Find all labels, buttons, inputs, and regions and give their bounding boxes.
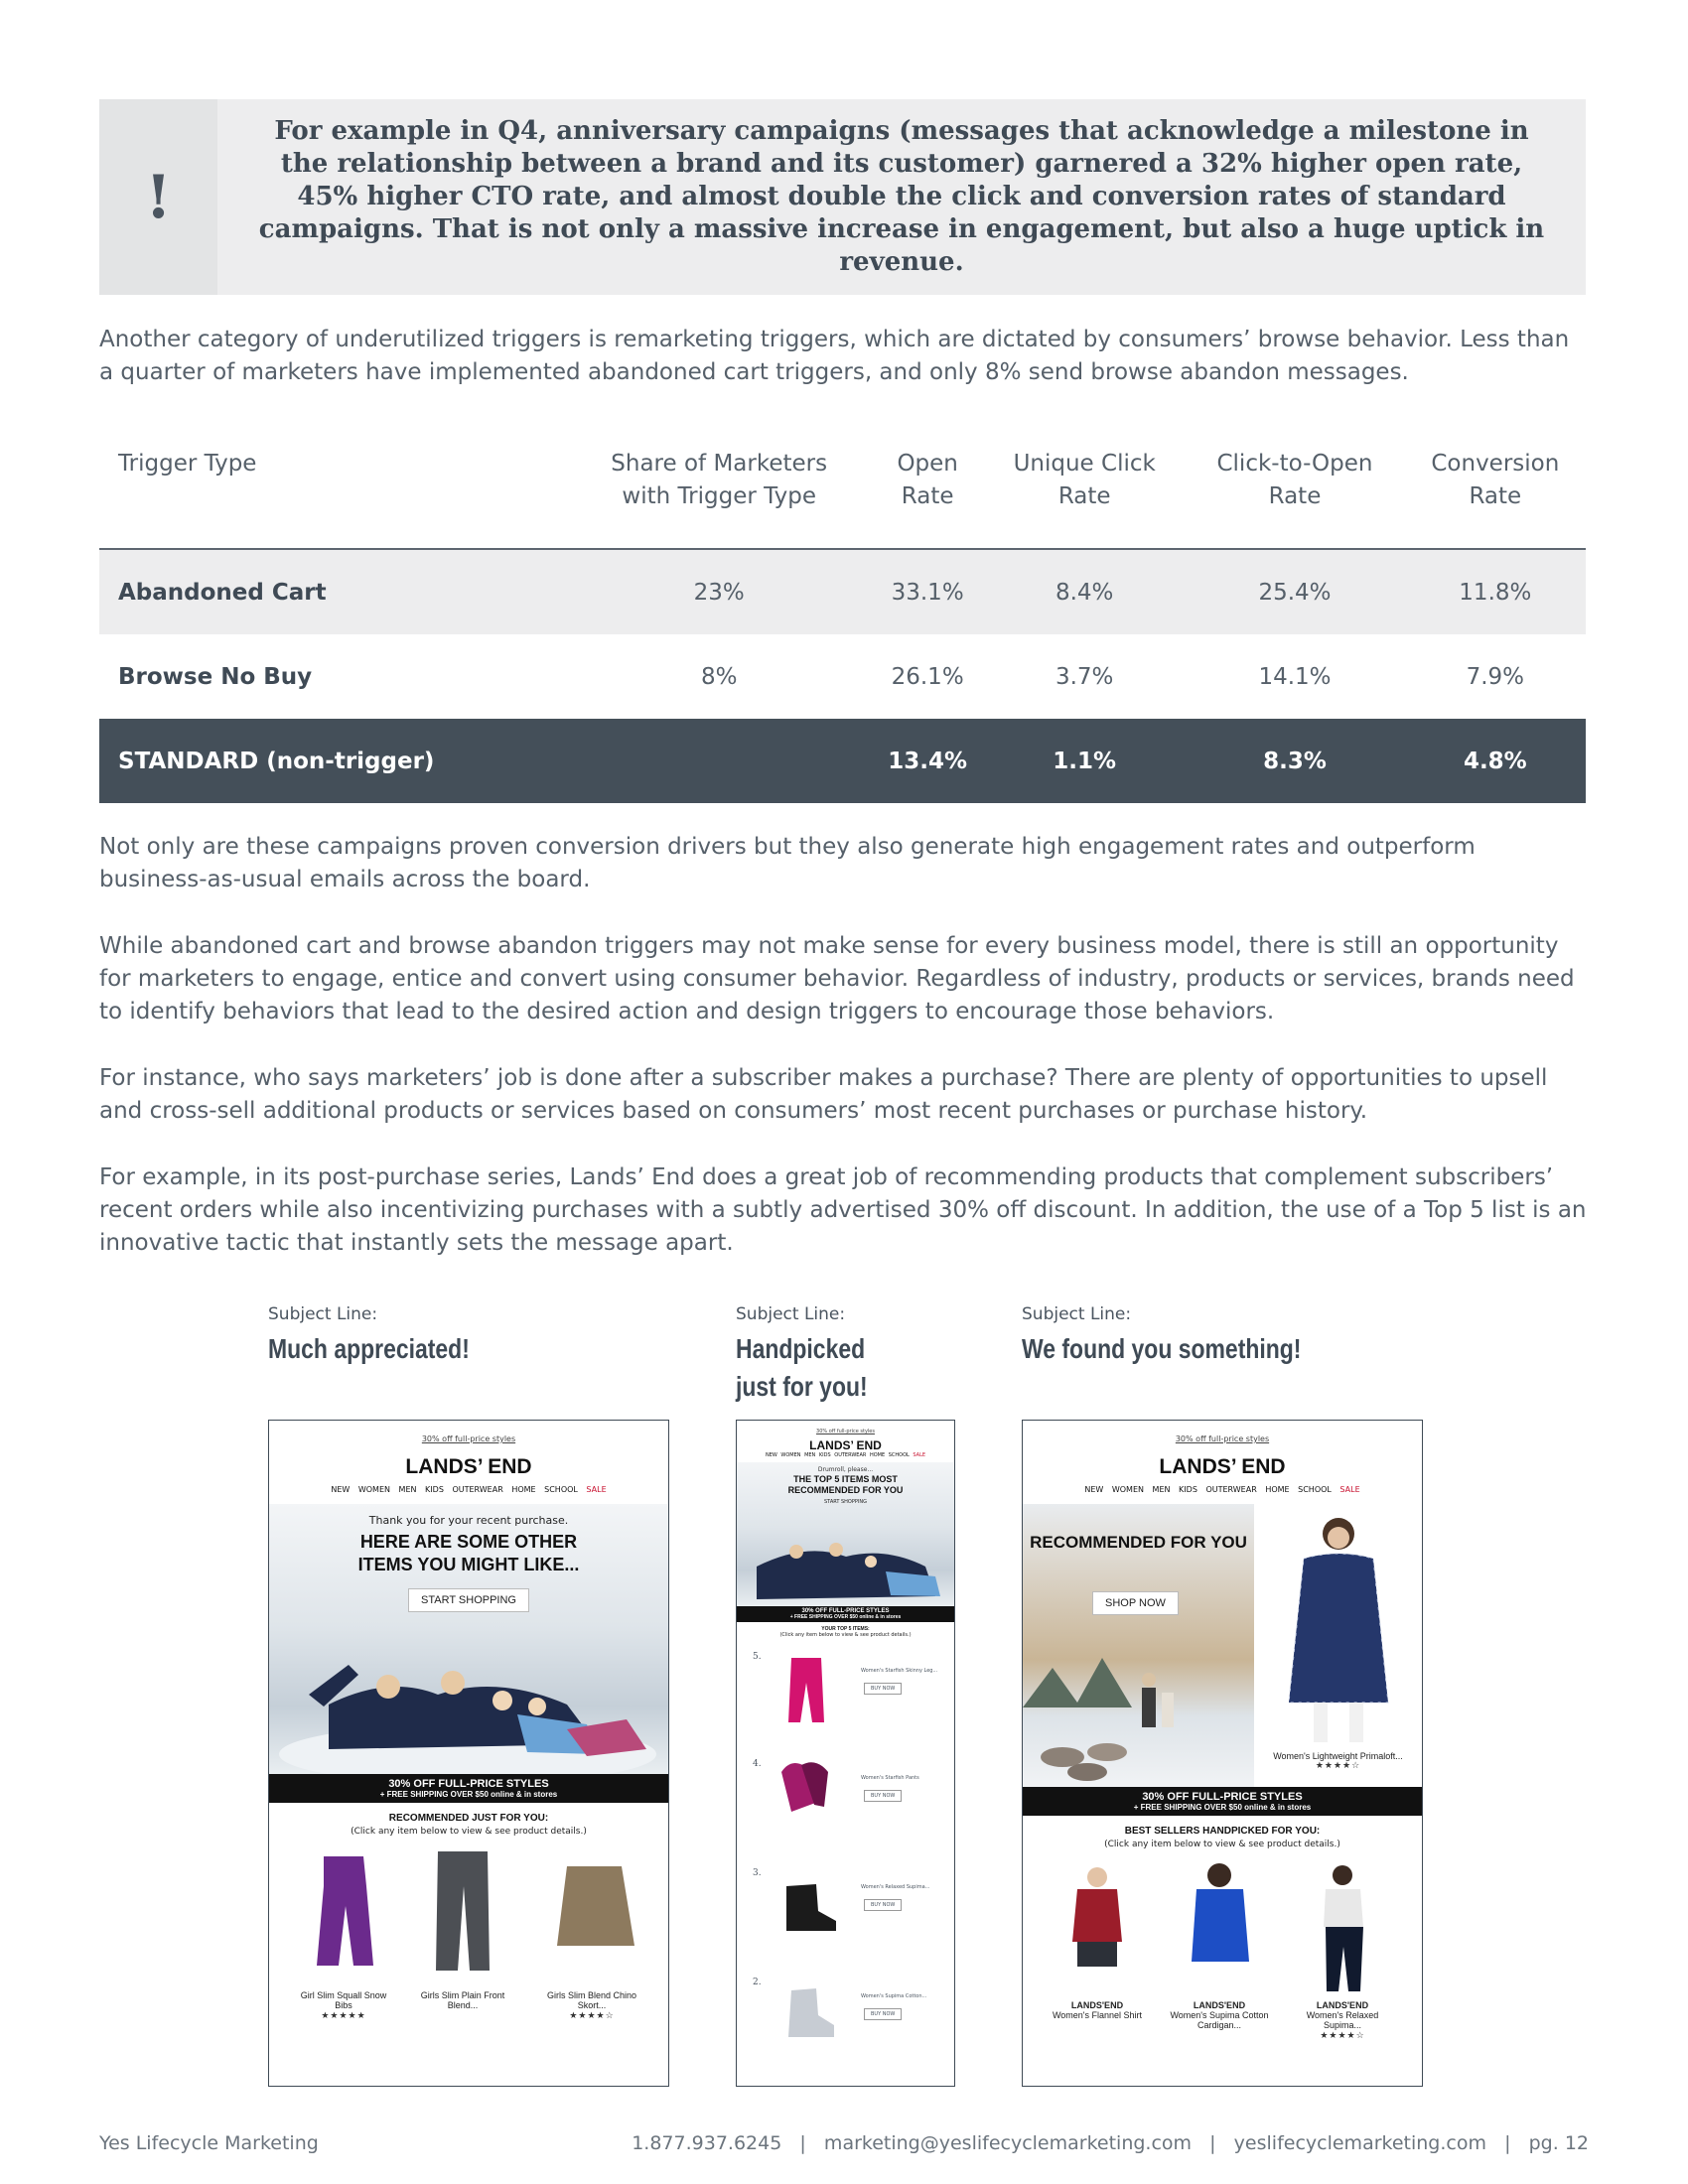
cell-conv: 7.9% [1466, 663, 1525, 690]
email-preview-1 [268, 1420, 669, 2087]
table-row [99, 634, 1586, 719]
callout-text: For example in Q4, anniversary campaigns (messages that acknowledge a milestone in the relationship between a brand and its customer) garnered a 32% higher open rate, 45% higher CTO rate, and almost double the click and conversion rates of standard campaigns. That is not only a massive increase in engagement, but also a huge uptick in revenue. [258, 116, 1545, 277]
product-images [269, 1846, 668, 1985]
product-card[interactable]: LANDS'END Women's Supima Cotton Cardigan... [1170, 2000, 1269, 2030]
section-heading: BEST SELLERS HANDPICKED FOR YOU: [1124, 1826, 1321, 1837]
buy-now-button[interactable]: BUY NOW [864, 2008, 902, 2020]
email-promo-link[interactable]: 30% off full-price styles [816, 1429, 875, 1434]
paragraph: For instance, who says marketers’ job is done after a subscriber makes a purchase? There are plenty of opportunities to upsell and cross-sell additional products or services based on consumers’ most recent purchases or purchase history. [99, 1065, 1548, 1124]
hero-image [737, 1462, 954, 1606]
hero-headline: HERE ARE SOME OTHER ITEMS YOU MIGHT LIKE... [357, 1532, 580, 1574]
product-card[interactable]: LANDS'END Women's Relaxed Supima... ★★★★☆ [1306, 2000, 1379, 2040]
sledding-family-illustration [737, 1522, 954, 1606]
thanks-text: Thank you for your recent purchase. [368, 1514, 569, 1527]
hero-headline: RECOMMENDED FOR YOU [1030, 1533, 1247, 1552]
table-row [99, 549, 1586, 634]
brand-logo: LANDS’ END [405, 1455, 532, 1478]
header-share: Share of Marketers with Trigger Type [567, 441, 871, 549]
header-cto-rate: Click-to-Open Rate [1185, 441, 1404, 549]
product-card[interactable]: Girls Slim Plain Front Blend... [420, 1990, 505, 2010]
cell-open: 26.1% [891, 663, 964, 690]
subject-label: Subject Line: [736, 1304, 846, 1324]
header-open-rate: Open Rate [871, 441, 984, 549]
sledding-family-illustration [269, 1635, 666, 1774]
rank-number: 4. [753, 1759, 762, 1769]
cell-cto: 25.4% [1185, 549, 1404, 634]
buy-now-button[interactable]: BUY NOW [864, 1683, 902, 1695]
buy-now-button[interactable]: BUY NOW [864, 1899, 902, 1911]
product-card[interactable]: Girls Slim Blend Chino Skort... ★★★★☆ [546, 1990, 637, 2020]
cell-cto: 14.1% [1258, 663, 1332, 690]
brand-logo: LANDS’ END [1159, 1455, 1286, 1478]
cell-conv: 11.8% [1405, 549, 1586, 634]
product-name[interactable]: Women's Supima Cotton... [861, 1993, 927, 1999]
section-note: (Click any item below to view & see product details.) [779, 1632, 912, 1638]
cell-type: Abandoned Cart [99, 549, 567, 634]
section-heading: YOUR TOP 5 ITEMS: [821, 1626, 870, 1632]
section-note: (Click any item below to view & see product details.) [351, 1827, 587, 1837]
cell-click: 1.1% [984, 719, 1185, 803]
rating-stars: ★★★★☆ [1315, 1761, 1361, 1771]
hero-image [269, 1504, 668, 1774]
rank-number: 3. [753, 1868, 762, 1878]
email-preview-3 [1022, 1420, 1423, 2087]
start-shopping-button[interactable]: START SHOPPING [823, 1499, 867, 1505]
rank-number: 5. [753, 1652, 762, 1662]
subject-label: Subject Line: [1022, 1304, 1132, 1324]
drumroll-text: Drumroll, please... [817, 1466, 874, 1473]
subject-block [736, 1304, 944, 1406]
coat-model-image [1254, 1504, 1422, 1747]
callout-box [99, 99, 1586, 295]
email-nav: NEW WOMEN MEN KIDS OUTERWEAR HOME SCHOOL SALE [1084, 1485, 1360, 1494]
product-images [737, 1638, 954, 2075]
trigger-table [99, 441, 1586, 803]
footer-contact[interactable]: 1.877.937.6245 | marketing@yeslifecyclemarketing.com | yeslifecyclemarketing.com | pg. 12 [632, 2132, 1589, 2154]
subject-title: Handpicked just for you! [736, 1333, 868, 1402]
header-conversion-rate: Conversion Rate [1405, 441, 1586, 549]
buy-now-button[interactable]: BUY NOW [864, 1790, 902, 1802]
brand-logo: LANDS’ END [809, 1438, 882, 1452]
subject-label: Subject Line: [268, 1304, 378, 1324]
email-preview-2 [736, 1420, 955, 2087]
cell-click: 8.4% [984, 549, 1185, 634]
product-name[interactable]: Women's Lightweight Primaloft... [1273, 1751, 1403, 1761]
paragraph: While abandoned cart and browse abandon triggers may not make sense for every business model, there is still an opportunity for marketers to engage, entice and convert using consumer behavior. Regardless of industry, products or services, brands need to identify behaviors that lead to the desired action and design triggers to encourage those behaviors. [99, 933, 1575, 1024]
rank-number: 2. [753, 1978, 762, 1987]
header-trigger-type: Trigger Type [99, 441, 567, 549]
shop-now-button[interactable]: SHOP NOW [1092, 1591, 1179, 1615]
paragraph: Not only are these campaigns proven conversion drivers but they also generate high engagement rates and outperform business-as-usual emails across the board. [99, 834, 1476, 892]
cell-open: 13.4% [871, 719, 984, 803]
cell-share: 8% [700, 663, 738, 690]
promo-banner[interactable]: 30% OFF FULL-PRICE STYLES + FREE SHIPPING OVER $50 online & in stores [269, 1774, 668, 1803]
product-name[interactable]: Women's Relaxed Supima... [861, 1884, 930, 1890]
email-promo-link[interactable]: 30% off full-price styles [421, 1434, 516, 1443]
cell-share: 23% [567, 549, 871, 634]
cell-cto: 8.3% [1185, 719, 1404, 803]
cell-share [567, 719, 871, 803]
promo-banner[interactable]: 30% OFF FULL-PRICE STYLES + FREE SHIPPING OVER $50 online & in stores [1023, 1787, 1422, 1816]
table-row-standard [99, 719, 1586, 803]
subject-title: We found you something! [1022, 1333, 1302, 1364]
hero-image [1023, 1504, 1422, 1787]
product-images [1023, 1857, 1422, 1996]
subject-title: Much appreciated! [268, 1333, 470, 1364]
dog-sled-illustration [1023, 1648, 1254, 1787]
product-name[interactable]: Women's Starfish Skinny Leg... [861, 1668, 938, 1674]
table-header-row [99, 441, 1586, 549]
hero-headline: THE TOP 5 ITEMS MOST RECOMMENDED FOR YOU [787, 1474, 904, 1495]
email-promo-link[interactable]: 30% off full-price styles [1175, 1434, 1270, 1443]
product-card[interactable]: LANDS'END Women's Flannel Shirt [1052, 2000, 1143, 2020]
product-card[interactable]: Girl Slim Squall Snow Bibs ★★★★★ [300, 1990, 387, 2020]
cell-click: 3.7% [1055, 663, 1114, 690]
email-nav: NEW WOMEN MEN KIDS OUTERWEAR HOME SCHOOL SALE [331, 1485, 607, 1494]
intro-paragraph: Another category of underutilized triggers is remarketing triggers, which are dictated by consumers’ browse behavior. Less than a quarter of marketers have implemented abandoned cart triggers, and only 8% send browse abandon messages. [99, 327, 1570, 385]
cell-type: Browse No Buy [118, 663, 313, 690]
start-shopping-button[interactable]: START SHOPPING [408, 1588, 529, 1612]
cell-open: 33.1% [871, 549, 984, 634]
email-nav: NEW WOMEN MEN KIDS OUTERWEAR HOME SCHOOL SALE [765, 1452, 926, 1458]
footer-company: Yes Lifecycle Marketing [99, 2132, 319, 2154]
cell-type: STANDARD (non-trigger) [99, 719, 567, 803]
cell-conv: 4.8% [1405, 719, 1586, 803]
product-name[interactable]: Women's Starfish Pants [861, 1775, 919, 1781]
header-click-rate: Unique Click Rate [984, 441, 1185, 549]
top-five-list [737, 1638, 954, 2075]
promo-banner[interactable]: 30% OFF FULL-PRICE STYLES + FREE SHIPPING OVER $50 online & in stores [737, 1606, 954, 1622]
section-heading: RECOMMENDED JUST FOR YOU: [388, 1813, 549, 1824]
section-note: (Click any item below to view & see product details.) [1104, 1840, 1340, 1849]
paragraph: For example, in its post-purchase series, Lands’ End does a great job of recommending products that complement subscribers’ recent orders while also incentivizing purchases with a subtly advertised 30% off discount. In addition, the use of a Top 5 list is an innovative tactic that instantly sets the message apart. [99, 1164, 1587, 1256]
exclamation-icon: ! [99, 99, 217, 295]
subject-block [268, 1304, 566, 1368]
subject-block [1022, 1304, 1419, 1368]
